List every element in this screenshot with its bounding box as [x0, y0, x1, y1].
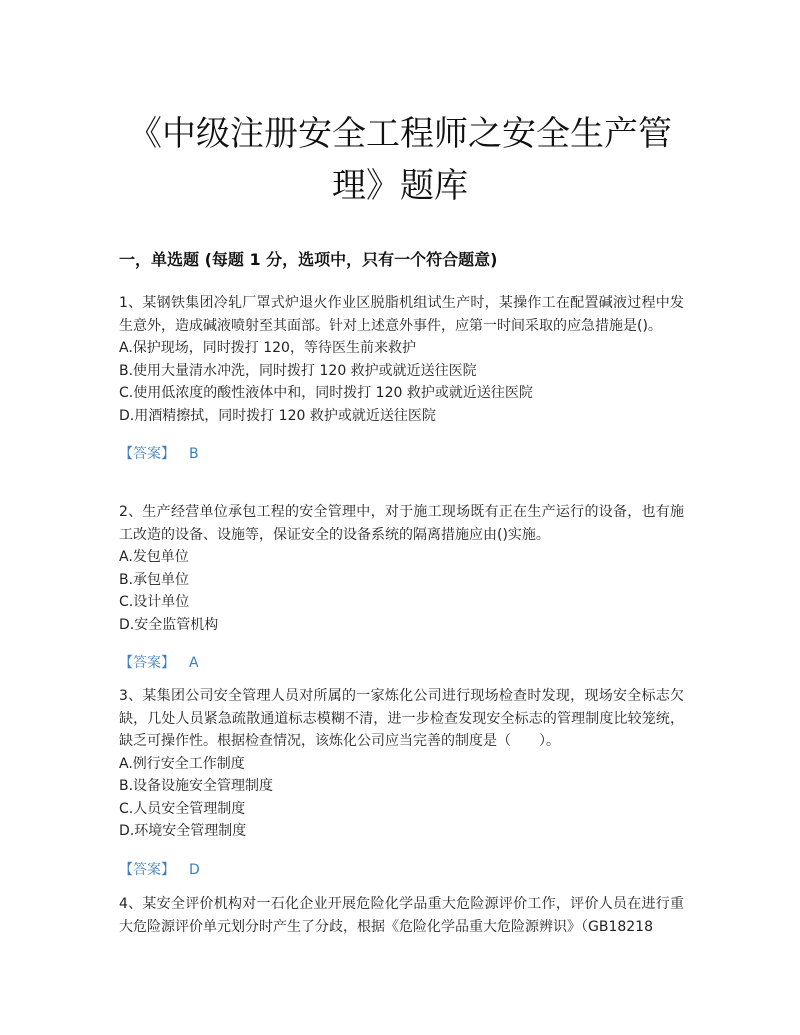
question-stem: 4、某安全评价机构对一石化企业开展危险化学品重大危险源评价工作，评价人员在进行重大危险源评价单元划分时产生了分歧，根据《危险化学品重大危险源辨识》（GB18218 — [119, 896, 684, 935]
option-b: B.承包单位 — [119, 571, 190, 588]
answer-value: A — [189, 655, 199, 671]
question-stem: 2、生产经营单位承包工程的安全管理中，对于施工现场既有正在生产运行的设备，也有施工改造的设备、设施等，保证安全的设备系统的隔离措施应由()实施。 — [119, 504, 684, 543]
option-d: D.用酒精擦拭，同时拨打 120 救护或就近送往医院 — [119, 407, 436, 424]
option-b: B.使用大量清水冲洗，同时拨打 120 救护或就近送往医院 — [119, 362, 477, 379]
option-c: C.设计单位 — [119, 594, 190, 610]
answer-value: B — [189, 446, 199, 462]
question-stem: 3、某集团公司安全管理人员对所属的一家炼化公司进行现场检查时发现，现场安全标志欠缺，几处人员紧急疏散通道标志模糊不清，进一步检查发现安全标志的管理制度比较笼统，缺乏可操作性。根据检查情况，该炼化公司应当完善的制度是（ ）。 — [119, 688, 684, 749]
option-d: D.环境安全管理制度 — [119, 823, 247, 839]
question-4 — [119, 893, 684, 938]
option-b: B.设备设施安全管理制度 — [119, 778, 274, 794]
answer-line — [119, 652, 684, 674]
answer-line — [119, 859, 684, 881]
option-c: C.使用低浓度的酸性液体中和，同时拨打 120 救护或就近送往医院 — [119, 385, 533, 401]
title-line-2: 理》题库 — [332, 166, 468, 206]
answer-label: 【答案】 — [119, 655, 175, 671]
answer-value: D — [189, 861, 200, 878]
section-heading: 一，单选题 (每题 1 分，选项中，只有一个符合题意) — [119, 250, 498, 269]
title-line-1: 《中级注册安全工程师之安全生产管 — [128, 114, 672, 154]
answer-label: 【答案】 — [119, 446, 175, 462]
question-2 — [119, 501, 684, 674]
option-c: C.人员安全管理制度 — [119, 800, 246, 817]
answer-label: 【答案】 — [119, 861, 175, 878]
question-3 — [119, 685, 684, 881]
answer-line — [119, 443, 684, 465]
option-a: A.例行安全工作制度 — [119, 755, 245, 772]
option-a: A.保护现场，同时拨打 120，等待医生前来救护 — [119, 340, 416, 356]
question-1 — [119, 292, 684, 465]
question-stem: 1、某钢铁集团冷轧厂罩式炉退火作业区脱脂机组试生产时，某操作工在配置碱液过程中发生意外，造成碱液喷射至其面部。针对上述意外事件，应第一时间采取的应急措施是()。 — [119, 295, 684, 334]
option-a: A.发包单位 — [119, 549, 189, 565]
document-title — [100, 108, 700, 212]
option-d: D.安全监管机构 — [119, 616, 219, 633]
